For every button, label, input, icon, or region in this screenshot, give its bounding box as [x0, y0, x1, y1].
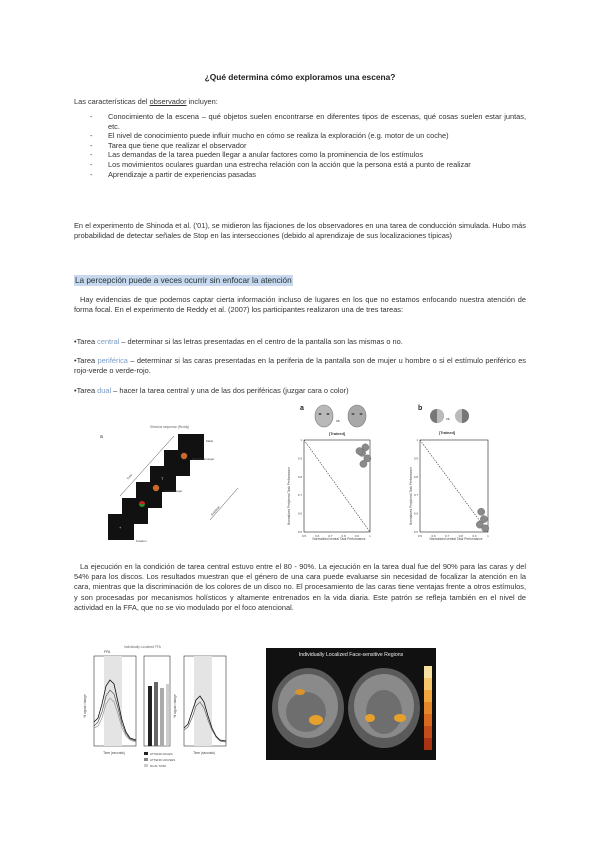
legend-item: ATTEND FACES	[150, 752, 173, 756]
page-title: ¿Qué determina cómo exploramos una escena?	[204, 72, 396, 82]
x-tick-label: 0.7	[445, 534, 450, 538]
svg-text:T: T	[161, 476, 164, 481]
x-axis-label: Time (seconds)	[103, 751, 125, 755]
y-tick-label: 0.9	[413, 456, 418, 461]
trained-label: [Trained]	[439, 431, 456, 435]
brain-figure-title: Individually Localized Face-sensitive Regions	[298, 652, 404, 658]
intro-before: Las características del	[74, 97, 150, 106]
x-tick-label: 0.7	[328, 534, 333, 538]
task-text: – determinar si las caras presentadas en la periferia de la pantalla son de mujer u hombre o si el estímulo periférico es rojo-verde o verde-rojo.	[74, 356, 526, 376]
task-name-central: central	[97, 337, 120, 346]
y-tick-label: 0.6	[297, 511, 302, 516]
intro-line	[74, 97, 526, 107]
y-tick-label: 0.5	[413, 530, 418, 534]
panel-a	[287, 405, 371, 541]
y-tick-label: 0.7	[413, 493, 418, 498]
seq-frame-label: Mask	[206, 439, 214, 443]
x-tick-label: 0.5	[301, 534, 307, 538]
y-axis-label: Normalized Peripheral Task Performance	[287, 466, 291, 526]
y-tick-label: 0.8	[297, 474, 302, 479]
task-prefix: •Tarea	[74, 337, 98, 346]
brain-scans-figure	[266, 648, 436, 760]
data-point	[478, 508, 485, 515]
seq-frame-label: Peripheral target	[192, 457, 215, 461]
seq-axis-left: Time	[125, 473, 134, 481]
face-male-icon	[348, 405, 366, 427]
ffa-activation	[309, 715, 323, 725]
task-name-dual: dual	[97, 386, 112, 395]
svg-text:a: a	[100, 434, 103, 440]
y-axis-label: % signal change	[83, 694, 87, 718]
trained-label: [Trained]	[329, 432, 346, 436]
x-tick-label: 0.6	[315, 534, 320, 538]
panel-b-label: b	[418, 405, 423, 412]
seq-axis-right: Soa/time	[209, 505, 221, 517]
y-tick-label: 0.5	[297, 530, 302, 534]
observador-link: observador	[149, 97, 187, 106]
diagonal-line	[420, 440, 488, 532]
x-axis-label: Normalized central Task Performance	[429, 537, 483, 541]
list-item: - Los movimientos oculares guardan una estrecha relación con la acción que la persona está a punto de realizar	[90, 160, 526, 170]
task-peripheral	[74, 356, 526, 376]
task-central	[74, 337, 526, 347]
ffa-timecourse-figure	[64, 642, 264, 772]
x-tick-label: 0.8	[341, 534, 346, 538]
list-item: - Tarea que tiene que realizar el observador	[90, 141, 526, 151]
y-tick-label: 1	[300, 438, 302, 442]
plot-faces	[298, 438, 371, 538]
characteristics-list	[90, 112, 526, 179]
y-tick-label: 1	[416, 438, 418, 442]
stimulus-sequence	[100, 425, 238, 543]
reddy-figure	[100, 402, 520, 552]
section-heading: La percepción puede a veces ocurrir sin enfocar la atención	[75, 276, 292, 285]
task-prefix: •Tarea	[74, 356, 98, 365]
task-prefix: •Tarea	[74, 386, 98, 395]
results-paragraph: La ejecución en la condición de tarea central estuvo entre el 80 - 90%. La ejecución en la tarea dual fue del 90% para las caras y del 54% para los discos. Los resultados muestran que el género de una cara puede evaluarse sin necesidad de focalizar la atención en la cara, mientras que la discriminación de los colores de un disco no. El procesamiento de las caras tiene ventajas frente a otros estímulos, y son procesadas por mecanismos holísticos y altamente entrenados en la vida diaria. Este patrón se refleja también en el nivel de actividad en la FFA, que no se vio modulado por el foco atencional.	[74, 562, 526, 612]
list-item: - Conocimiento de la escena – qué objetos suelen encontrarse en diferentes tipos de escenas, qué cosas suelen estar juntas, etc.	[90, 112, 526, 131]
task-name-peripheral: periférica	[97, 356, 128, 365]
y-axis-label: % signal change	[173, 694, 177, 718]
seq-frame-label: Central target	[164, 489, 183, 493]
ffa-label: FFA	[104, 650, 111, 654]
panel-b	[409, 405, 489, 541]
x-tick-label: 1	[487, 534, 489, 538]
y-axis-label: Normalized Peripheral Task Performance	[409, 466, 413, 526]
x-tick-label: 1	[369, 534, 371, 538]
plot-discs	[414, 438, 489, 538]
x-tick-label: 0.9	[472, 534, 477, 538]
shinoda-paragraph: En el experimento de Shinoda et al. ('01), se midieron las fijaciones de los observadores en una tarea de conducción simulada. Hubo más probabilidad de detectar señales de Stop en las intersecciones (debido al aprendizaje de sus localizaciones típicas)	[74, 221, 526, 241]
svg-text:Stimulus sequence (Reddy): Stimulus sequence (Reddy)	[150, 425, 190, 429]
y-tick-label: 0.8	[413, 474, 418, 479]
task-text: – hacer la tarea central y una de las dos periféricas (juzgar cara o color)	[111, 386, 349, 395]
x-tick-label: 0.5	[417, 534, 423, 538]
y-tick-label: 0.7	[297, 493, 302, 498]
data-point	[360, 460, 367, 467]
data-point	[482, 525, 489, 532]
x-tick-label: 0.8	[458, 534, 463, 538]
svg-text:+: +	[119, 525, 122, 530]
reddy-paragraph: Hay evidencias de que podemos captar cierta información incluso de lugares en los que no estamos enfocando nuestra atención de forma focal. En el experimento de Reddy et al. (2007) los participantes realizaron una de tres tareas:	[74, 295, 526, 315]
y-tick-label: 0.9	[297, 456, 302, 461]
data-point	[356, 447, 363, 454]
x-axis-label: Normalized central Task Performance	[312, 537, 366, 541]
intro-after: incluyen:	[186, 97, 218, 106]
svg-text:Individually Localized FFA: Individually Localized FFA	[124, 645, 161, 649]
x-tick-label: 0.6	[431, 534, 436, 538]
task-text: – determinar si las letras presentadas en el centro de la pantalla son las mismas o no.	[119, 337, 403, 346]
vs-label: vs.	[446, 417, 451, 421]
legend-item: DUAL TASK	[150, 764, 167, 768]
legend-item: ATTEND HOUSES	[150, 758, 176, 762]
x-axis-label: Time (seconds)	[193, 751, 215, 755]
list-item: - Aprendizaje a partir de experiencias pasadas	[90, 170, 526, 180]
list-item: - Las demandas de la tarea pueden llegar a anular factores como la prominencia de los estímulos	[90, 150, 526, 160]
seq-frame-label: Fixation	[136, 539, 147, 543]
vs-label: vs.	[336, 419, 341, 423]
list-item: - El nivel de conocimiento puede influir mucho en cómo se realiza la exploración (e.g. motor de un coche)	[90, 131, 526, 141]
face-female-icon	[315, 405, 333, 427]
y-tick-label: 0.6	[413, 511, 418, 516]
x-tick-label: 0.9	[354, 534, 359, 538]
task-dual	[74, 386, 526, 396]
panel-a-label: a	[300, 405, 304, 412]
